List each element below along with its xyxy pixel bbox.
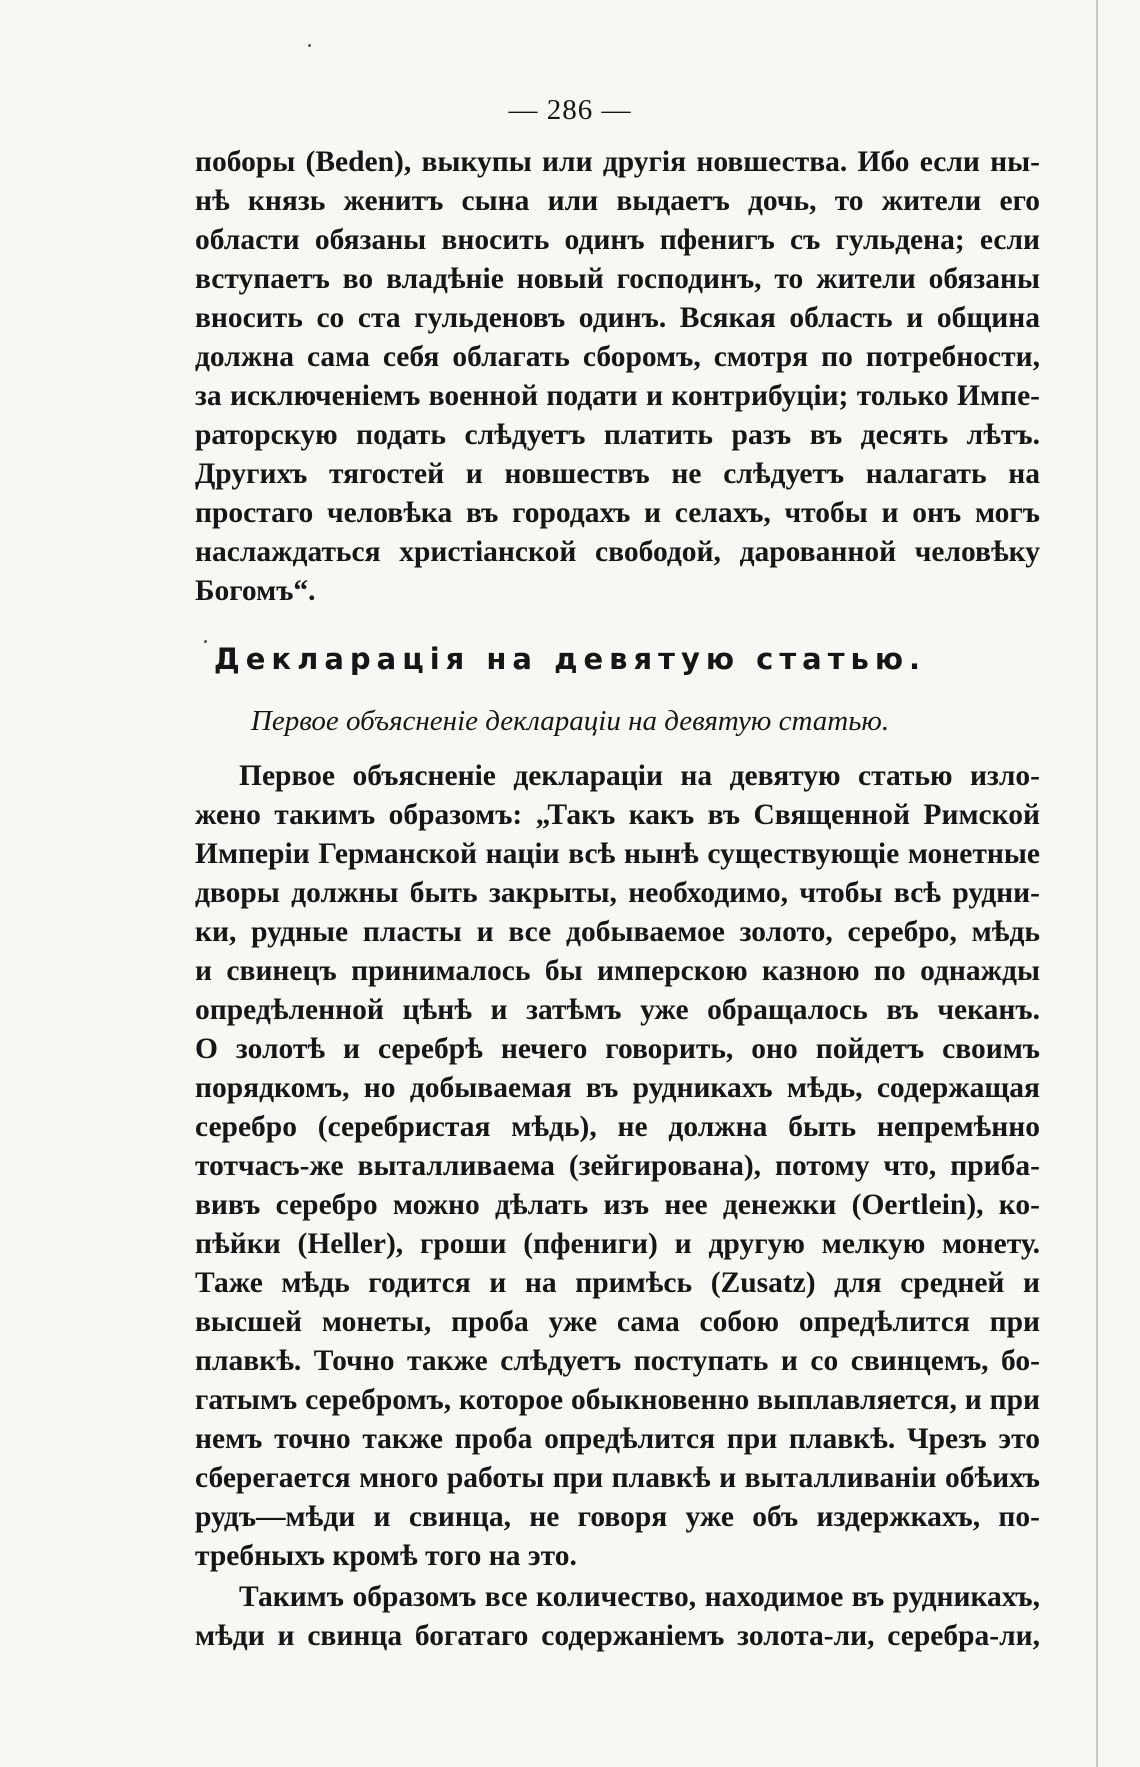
text-line: Другихъ тягостей и новшествъ не слѣдуетъ налагать на	[195, 458, 1040, 490]
text-line: Таже мѣдь годится и на примѣсь (Zusatz) для средней и	[195, 1267, 1040, 1299]
text-line: раторскую подать слѣдуетъ платить разъ въ десять лѣтъ.	[195, 419, 1040, 451]
text-line: должна сама себя облагать сборомъ, смотря по потребности,	[195, 341, 1040, 373]
text-line: за исключеніемъ военной подати и контрибуціи; только Импе-	[195, 380, 1040, 412]
text-line: наслаждаться христіанской свободой, дарованной человѣку	[195, 536, 1040, 568]
text-line: порядкомъ, но добываемая въ рудникахъ мѣдь, содержащая	[195, 1072, 1040, 1104]
section-heading: Декларація на девятую статью.	[213, 642, 927, 676]
text-line: Такимъ образомъ все количество, находимое въ рудникахъ,	[239, 1581, 1040, 1613]
text-line: и свинецъ принималось бы имперскою казною по однажды	[195, 955, 1040, 987]
paragraph-3	[195, 1578, 1040, 1656]
text-line: серебро (серебристая мѣдь), не должна быть непремѣнно	[195, 1111, 1040, 1143]
text-line: поборы (Beden), выкупы или другія новшества. Ибо если ны-	[195, 146, 1040, 178]
text-line: немъ точно также проба опредѣлится при плавкѣ. Чрезъ это	[195, 1423, 1040, 1455]
text-line: плавкѣ. Точно также слѣдуетъ поступать и со свинцемъ, бо-	[195, 1345, 1040, 1377]
scan-speck	[308, 44, 311, 47]
text-line: опредѣленной цѣнѣ и затѣмъ уже обращалось въ чеканъ.	[195, 994, 1040, 1026]
text-line: области обязаны вносить одинъ пфенигъ съ гульдена; если	[195, 224, 1040, 256]
text-line: Первое объясненіе деклараціи на девятую статью изло-	[239, 760, 1040, 792]
text-line: нѣ князь женитъ сына или выдаетъ дочь, то жители его	[195, 185, 1040, 217]
text-line: пѣйки (Heller), гроши (пфениги) и другую мелкую монету.	[195, 1228, 1040, 1260]
text-line: Богомъ“.	[195, 575, 316, 607]
text-line: О золотѣ и серебрѣ нечего говорить, оно пойдетъ своимъ	[195, 1033, 1040, 1065]
text-line: Имперіи Германской націи всѣ нынѣ существующіе монетные	[195, 838, 1040, 870]
text-line: вносить со ста гульденовъ одинъ. Всякая область и община	[195, 302, 1040, 334]
text-line: вивъ серебро можно дѣлать изъ нее денежки (Oertlein), ко-	[195, 1189, 1040, 1221]
text-line: сберегается много работы при плавкѣ и выталливаніи обѣихъ	[195, 1462, 1040, 1494]
text-line: простаго человѣка въ городахъ и селахъ, чтобы и онъ могъ	[195, 497, 1040, 529]
page-edge-line	[1096, 0, 1098, 1767]
text-line: высшей монеты, проба уже сама собою опредѣлится при	[195, 1306, 1040, 1338]
text-line: рудъ—мѣди и свинца, не говоря уже объ издержкахъ, по-	[195, 1501, 1040, 1533]
paragraph-2	[195, 757, 1040, 1576]
text-line: жено такимъ образомъ: „Такъ какъ въ Священной Римской	[195, 799, 1040, 831]
page-number: — 286 —	[508, 94, 632, 126]
text-line: вступаетъ во владѣніе новый господинъ, то жители обязаны	[195, 263, 1040, 295]
text-line: мѣди и свинца богатаго содержаніемъ золота-ли, серебра-ли,	[195, 1620, 1040, 1652]
paragraph-1	[195, 143, 1040, 611]
section-subtitle: Первое объясненіе деклараціи на девятую статью.	[250, 705, 890, 737]
text-line: тотчасъ-же выталливаема (зейгирована), потому что, приба-	[195, 1150, 1040, 1182]
text-line: требныхъ кромѣ того на это.	[195, 1540, 577, 1572]
text-line: дворы должны быть закрыты, необходимо, чтобы всѣ рудни-	[195, 877, 1040, 909]
text-line: гатымъ серебромъ, которое обыкновенно выплавляется, и при	[195, 1384, 1040, 1416]
text-line: ки, рудные пласты и все добываемое золото, серебро, мѣдь	[195, 916, 1040, 948]
